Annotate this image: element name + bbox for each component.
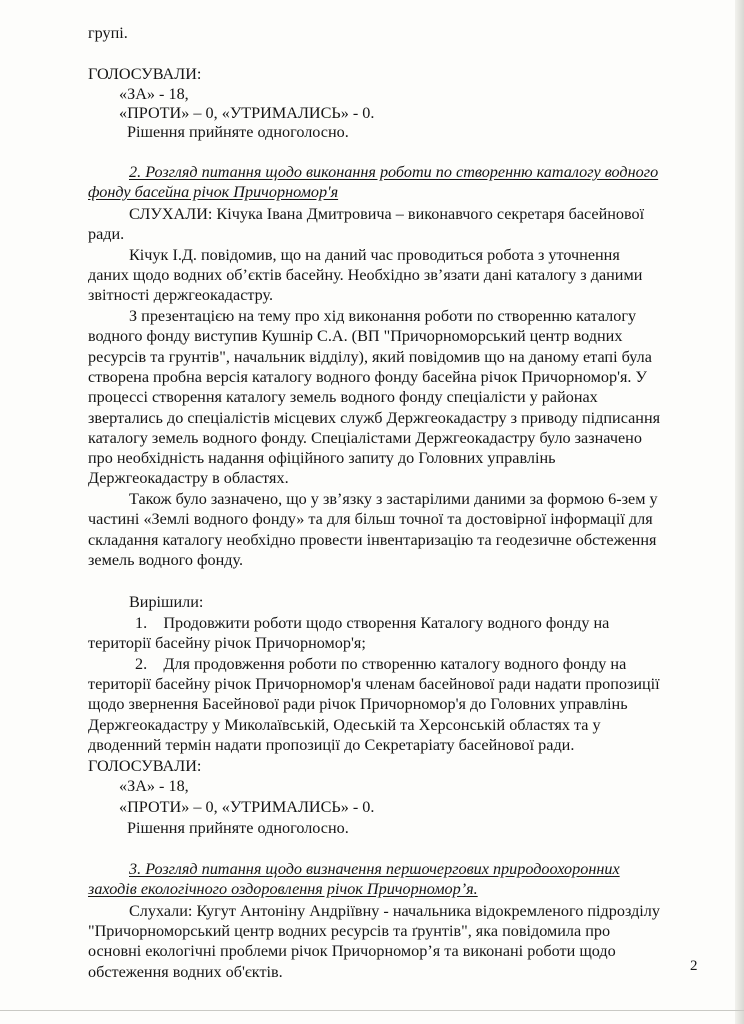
text-line: дводенний термін надати пропозиції до Секретаріату басейнової ради. [88,736,575,754]
text-line: Держгеокадастру у Миколаївській, Одеській та Херсонській областях та у [88,716,601,734]
voting-heading: ГОЛОСУВАЛИ: [88,65,202,83]
text-line: створена пробна версія каталогу водного фонду басейна річок Причорномор'я. У [88,368,647,386]
vote-against-abstain: «ПРОТИ» – 0, «УТРИМАЛИСЬ» - 0. [119,104,375,122]
vote-for: «ЗА» - 18, [119,777,189,795]
scan-edge [735,0,744,1024]
decision-text: Рішення прийняте одноголосно. [127,123,349,141]
text-line: Кічук І.Д. повідомив, що на даний час проводиться робота з уточнення [129,246,620,264]
text-line: звітності держгеокадастру. [88,286,274,304]
vote-against-abstain: «ПРОТИ» – 0, «УТРИМАЛИСЬ» - 0. [119,798,375,816]
text-line: обстеження водних об'єктів. [88,963,283,981]
decision-item-1: 1. Продовжити роботи щодо створення Каталогу водного фонду на [135,614,610,632]
scan-bottom-edge [0,1010,744,1011]
text-line: Слухали: Кугут Антоніну Андріївну - начальника відокремленого підрозділу [129,902,660,920]
text-line: щодо звернення Басейнової ради річок Причорномор'я до Головних управлінь [88,695,628,713]
agenda-item-2-title-cont: фонду басейна річок Причорномор'я [88,183,339,201]
text-line: даних щодо водних об’єктів басейну. Необхідно зв’язати дані каталогу з даними [88,266,643,284]
text-line: основні екологічні проблеми річок Причорномор’я та виконані роботи щодо [88,942,616,960]
decided-heading: Вирішили: [129,593,204,611]
text-line: процессі створення каталогу земель водного фонду спеціалісти у районах [88,388,598,406]
text-line: З презентацією на тему про хід виконання роботи по створенню каталогу [129,307,637,325]
text-line: каталогу земель водного фонду. Спеціалістами Держгеокадастру було зазначено [88,429,642,447]
text-line: частині «Землі водного фонду» та для більш точної та достовірної інформації для [88,510,653,528]
text-line: водного фонду виступив Кушнір С.А. (ВП "Причорноморський центр водних [88,327,623,345]
agenda-item-3-title: 3. Розгляд питання щодо визначення першочергових природоохоронних [129,860,620,878]
page-number: 2 [690,958,698,974]
voting-heading: ГОЛОСУВАЛИ: [88,757,202,775]
text-line: території басейну річок Причорномор'я членам басейнової ради надати пропозиції [88,675,660,693]
text-line: "Причорноморський центр водних ресурсів та ґрунтів", яка повідомила про [88,922,611,940]
vote-for: «ЗА» - 18, [119,85,189,103]
text-line: про необхідність надання офіційного запиту до Головних управлінь [88,449,556,467]
text-line: звертались до спеціалістів місцевих служб Держгеокадастру з приводу підписання [88,409,661,427]
text-line: СЛУХАЛИ: Кічука Івана Дмитровича – виконавчого секретаря басейнової [129,205,645,223]
agenda-item-2-title: 2. Розгляд питання щодо виконання роботи по створенню каталогу водного [129,163,659,181]
decision-item-2: 2. Для продовження роботи по створенню каталогу водного фонду на [135,655,627,673]
text-line: складання каталогу необхідно провести інвентаризацію та геодезичне обстеження [88,531,657,549]
text-line: групі. [88,24,128,42]
text-line: ресурсів та грунтів", начальник відділу), який повідомив що на даному етапі була [88,348,652,366]
text-line: Також було зазначено, що у зв’язку з застарілими даними за формою 6-зем у [129,490,658,508]
text-line: Держгеокадастру в областях. [88,469,289,487]
text-line: земель водного фонду. [88,551,244,569]
text-line: ради. [88,225,125,243]
text-line: території басейну річок Причорномор'я; [88,634,366,652]
decision-text: Рішення прийняте одноголосно. [127,819,349,837]
agenda-item-3-title-cont: заходів екологічного оздоровлення річок Причорномор’я. [88,880,478,898]
